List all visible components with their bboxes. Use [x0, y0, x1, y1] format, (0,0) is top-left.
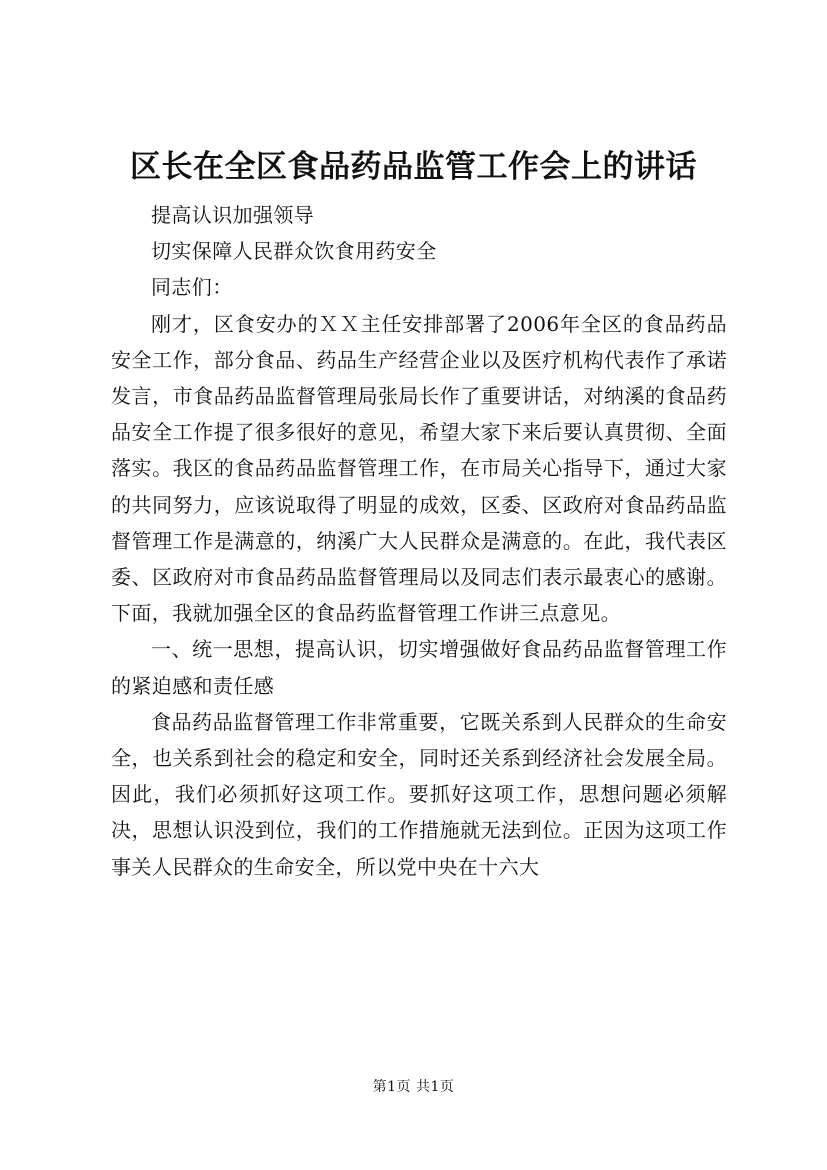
body-paragraph: 刚才，区食安办的ＸＸ主任安排部署了2006年全区的食品药品安全工作，部分食品、药品生产经营企业以及医疗机构代表作了承诺发言，市食品药品监督管理局张局长作了重要讲话，对纳溪的食品药品安全工作提了很多很好的意见，希望大家下来后要认真贯彻、全面落实。我区的食品药品监督管理工作，在市局关心指导下，通过大家的共同努力，应该说取得了明显的成效，区委、区政府对食品药品监督管理工作是满意的，纳溪广大人民群众是满意的。在此，我代表区委、区政府对市食品药品监督管理局以及同志们表示最衷心的感谢。下面，我就加强全区的食品药监督管理工作讲三点意见。: [111, 311, 727, 626]
subtitle-line-1: 提高认识加强领导: [151, 203, 315, 227]
section-heading: 一、统一思想，提高认识，切实增强做好食品药品监督管理工作的紧迫感和责任感: [111, 637, 727, 698]
body-paragraph: 食品药品监督管理工作非常重要，它既关系到人民群众的生命安全，也关系到社会的稳定和安全，同时还关系到经济社会发展全局。因此，我们必须抓好这项工作。要抓好这项工作，思想问题必须解决，思想认识没到位，我们的工作措施就无法到位。正因为这项工作事关人民群众的生命安全，所以党中央在十六大: [111, 709, 727, 879]
document-title: 区长在全区食品药品监管工作会上的讲话: [130, 149, 697, 185]
page-footer: 第1页 共1页: [372, 1079, 455, 1095]
document-body: [111, 197, 727, 885]
subtitle-line-2: 切实保障人民群众饮食用药安全: [151, 239, 437, 264]
salutation: 同志们：: [151, 275, 233, 300]
